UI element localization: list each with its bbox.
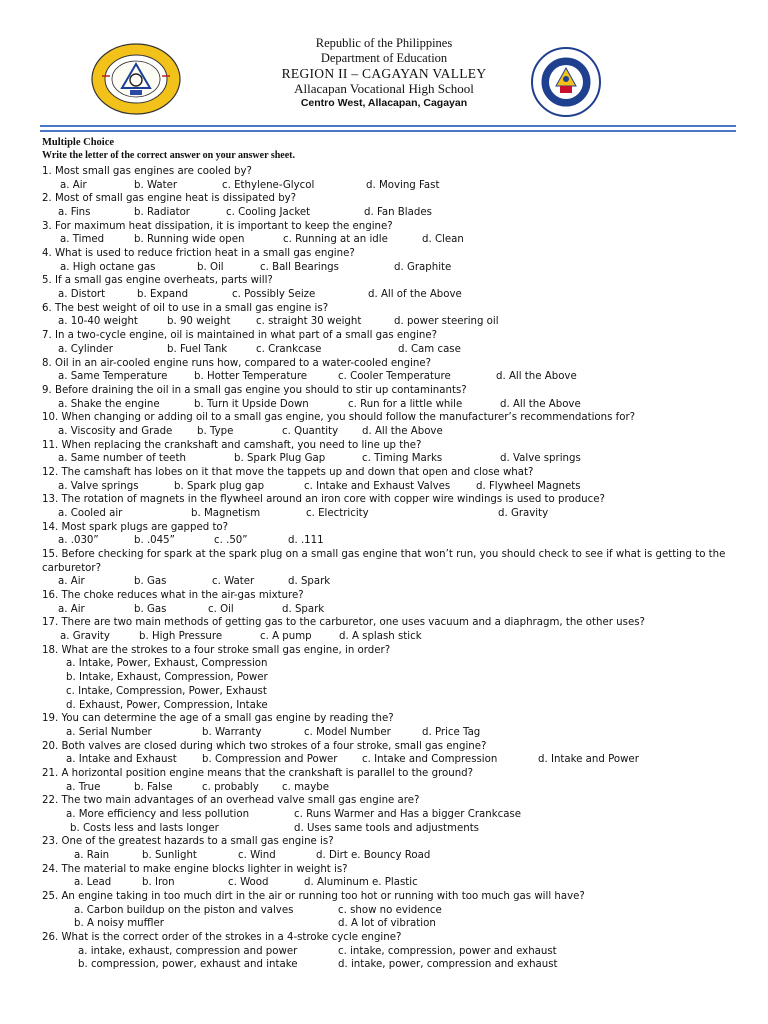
option: c. Wind [238,850,276,862]
option: c. Wood [228,877,269,889]
option: b. 90 weight [167,316,231,328]
question-text: 15. Before checking for spark at the spark plug on a small gas engine that won’t run, you should check to see if what is getting to the carburetor? [42,549,726,574]
option: c. Timing Marks [362,453,443,465]
option: a. Timed [60,234,105,246]
option: a. Shake the engine [58,398,160,410]
question-text: 6. The best weight of oil to use in a small gas engine is? [42,302,329,314]
option: a. Air [58,603,85,615]
option: d. A lot of vibration [338,918,436,930]
option: a. Rain [74,850,110,862]
option: d. All of the Above [368,289,462,301]
question-options [42,452,742,466]
header-republic: Republic of the Philippines [315,36,453,50]
question-options [42,343,742,357]
option: b. Gas [134,603,167,615]
question-options [42,822,742,836]
question-text: 2. Most of small gas engine heat is dissipated by? [42,193,297,205]
option: b. Compression and Power [202,754,338,766]
question-options [42,507,742,521]
option: c. straight 30 weight [256,316,362,328]
header-divider-top [40,125,736,127]
option: c. Crankcase [256,343,322,355]
option: b. A noisy muffler [74,918,164,930]
option: a. Valve springs [58,480,139,492]
option: b. Hotter Temperature [194,371,308,383]
option: b. False [134,781,173,793]
option: b. Sunlight [142,850,197,862]
option: c. probably [202,781,259,793]
question-text: 7. In a two-cycle engine, oil is maintained in what part of a small gas engine? [42,330,438,342]
option: d. intake, power, compression and exhaust [338,959,558,971]
question-options [42,630,742,644]
option: b. Water [134,179,178,191]
option: c. Possibly Seize [232,289,316,301]
question-text: 20. Both valves are closed during which two strokes of a four stroke, small gas engine? [42,740,487,752]
question-options [42,480,742,494]
option: c. maybe [282,781,330,793]
option: c. Cooler Temperature [338,371,451,383]
option: d. Cam case [398,343,461,355]
question-text: 3. For maximum heat dissipation, it is important to keep the engine? [42,220,393,232]
option: a. Cooled air [58,508,123,519]
option: b. Warranty [202,726,262,738]
question-options [42,288,742,302]
option: c. Intake and Compression [362,754,498,766]
question-text: 13. The rotation of magnets in the flywheel around an iron core with copper wire windings is used to produce? [42,494,605,506]
option: b. Iron [142,877,175,889]
option: a. High octane gas [60,261,156,273]
option: b. Type [197,425,234,437]
option: b. .045” [134,535,175,547]
option: d. Flywheel Magnets [476,480,581,492]
question-text: 4. What is used to reduce friction heat in a small gas engine? [42,248,355,260]
option: c. Intake, Compression, Power, Exhaust [66,685,267,697]
option: a. Air [58,576,85,588]
option: c. Running at an idle [283,234,388,246]
option: d. All the Above [362,425,443,437]
option: b. High Pressure [139,631,223,643]
option: b. Spark Plug Gap [234,453,326,465]
option: d. Aluminum e. Plastic [304,877,418,889]
question-text: 14. Most spark plugs are gapped to? [42,521,229,533]
header-department: Department of Education [320,51,448,65]
question-options [42,398,742,412]
option: d. Intake and Power [538,754,639,766]
option: c. Electricity [306,508,369,519]
option: a. Fins [58,207,91,219]
worksheet-content [42,132,742,972]
document-header [0,36,768,111]
option: d. Uses same tools and adjustments [294,822,479,834]
question-options [42,206,742,220]
question-options [42,917,742,931]
option: d. Moving Fast [366,179,440,191]
option: c. Model Number [304,726,391,738]
option: a. Distort [58,289,106,301]
question-options [42,534,742,548]
question-options [42,945,742,959]
question-text: 26. What is the correct order of the strokes in a 4-stroke cycle engine? [42,932,402,944]
question-text: 1. Most small gas engines are cooled by? [42,166,252,177]
option: d. Exhaust, Power, Compression, Intake [66,699,268,711]
option: c. intake, compression, power and exhaust [338,945,557,957]
question-options [42,781,742,795]
option: b. Turn it Upside Down [194,398,309,410]
question-text: 23. One of the greatest hazards to a small gas engine is? [42,836,334,848]
option: a. 10-40 weight [58,316,138,328]
option: c. show no evidence [338,904,442,916]
option: a. intake, exhaust, compression and power [78,945,298,957]
option: a. More efficiency and less pollution [66,809,250,820]
question-text: 8. Oil in an air-cooled engine runs how, compared to a water-cooled engine? [42,357,432,369]
question-text: 25. An engine taking in too much dirt in the air or running too hot or running with too much gas will have? [42,891,585,903]
header-school-name: Allacapan Vocational High School [294,81,474,96]
question-options [42,425,742,439]
option: d. .111 [288,535,324,547]
option: a. Lead [74,877,112,889]
option: b. Expand [137,289,189,301]
question-text: 11. When replacing the crankshaft and camshaft, you need to line up the? [42,439,422,451]
option: b. Oil [197,261,224,273]
question-text: 9. Before draining the oil in a small gas engine you should to stir up contaminants? [42,384,467,396]
option: d. Dirt e. Bouncy Road [316,850,431,862]
question-text: 19. You can determine the age of a small gas engine by reading the? [42,713,394,725]
option: c. A pump [260,631,312,643]
option: d. Spark [282,603,325,615]
option: c. Run for a little while [348,398,463,410]
option: a. Gravity [60,631,110,643]
question-options [42,315,742,329]
option: b. Running wide open [134,234,245,246]
option: d. A splash stick [339,631,422,643]
option: b. Intake, Exhaust, Compression, Power [66,672,268,684]
question-options [42,849,742,863]
question-text: 5. If a small gas engine overheats, parts will? [42,275,273,287]
option: d. All the Above [496,371,577,383]
option: c. Runs Warmer and Has a bigger Crankcase [294,809,522,820]
question-list [42,165,742,972]
option: b. Spark plug gap [174,480,265,492]
question-options [42,179,742,193]
header-address: Centro West, Allacapan, Cagayan [300,97,468,109]
option: c. Ethylene-Glycol [222,179,315,191]
option: d. Graphite [394,261,452,273]
question-options [42,726,742,740]
option: b. Magnetism [191,508,261,519]
option: c. Cooling Jacket [226,207,311,219]
option: c. .50” [214,535,248,547]
option: a. Air [60,179,87,191]
question-text: 17. There are two main methods of getting gas to the carburetor, one uses vacuum and a diaphragm, the other uses? [42,617,645,629]
question-options [42,575,742,589]
deped-seal-logo [530,46,602,118]
header-region: REGION II – CAGAYAN VALLEY [281,66,487,81]
option: a. Same Temperature [58,371,168,383]
question-options [42,876,742,890]
option: a. Carbon buildup on the piston and valves [74,904,294,916]
option: b. Fuel Tank [167,343,228,355]
question-text: 22. The two main advantages of an overhead valve small gas engine are? [42,795,420,807]
option: c. Quantity [282,425,339,437]
option: a. Viscosity and Grade [58,425,173,437]
option: a. Intake and Exhaust [66,754,177,766]
option: a. Intake, Power, Exhaust, Compression [66,658,268,670]
option: c. Ball Bearings [260,261,339,273]
question-options [42,808,742,822]
option: d. Clean [422,234,464,246]
option: a. True [66,781,101,793]
option: b. Radiator [134,207,190,219]
question-text: 12. The camshaft has lobes on it that move the tappets up and down that open and close what? [42,466,534,478]
option: a. Cylinder [58,343,113,355]
question-options [42,958,742,972]
section-title: Multiple Choice [42,137,115,148]
question-options [42,753,742,767]
option: b. Costs less and lasts longer [70,822,219,834]
option: c. Water [212,576,255,588]
question-options [42,904,742,918]
option: d. power steering oil [394,316,499,328]
question-text: 16. The choke reduces what in the air-gas mixture? [42,590,304,602]
question-text: 18. What are the strokes to a four stroke small gas engine, in order? [42,644,391,656]
option: d. Spark [288,576,331,588]
question-options [42,603,742,617]
option: d. Gravity [498,508,549,519]
option: c. Intake and Exhaust Valves [304,480,451,492]
question-text: 24. The material to make engine blocks lighter in weight is? [42,863,348,875]
section-instructions: Write the letter of the correct answer on your answer sheet. [42,150,295,161]
question-options [42,370,742,384]
option: c. Oil [208,603,234,615]
question-text: 21. A horizontal position engine means that the crankshaft is parallel to the ground? [42,767,474,779]
question-options [42,261,742,275]
option: d. Valve springs [500,453,581,465]
option: d. Fan Blades [364,207,432,219]
option: b. Gas [134,576,167,588]
option: d. Price Tag [422,726,481,738]
option: a. .030” [58,535,99,547]
option: b. compression, power, exhaust and intake [78,959,298,971]
question-options [42,233,742,247]
option: a. Serial Number [66,726,152,738]
option: a. Same number of teeth [58,453,186,465]
option: d. All the Above [500,398,581,410]
question-text: 10. When changing or adding oil to a small gas engine, you should follow the manufacturer’s recommendations for? [42,412,636,424]
